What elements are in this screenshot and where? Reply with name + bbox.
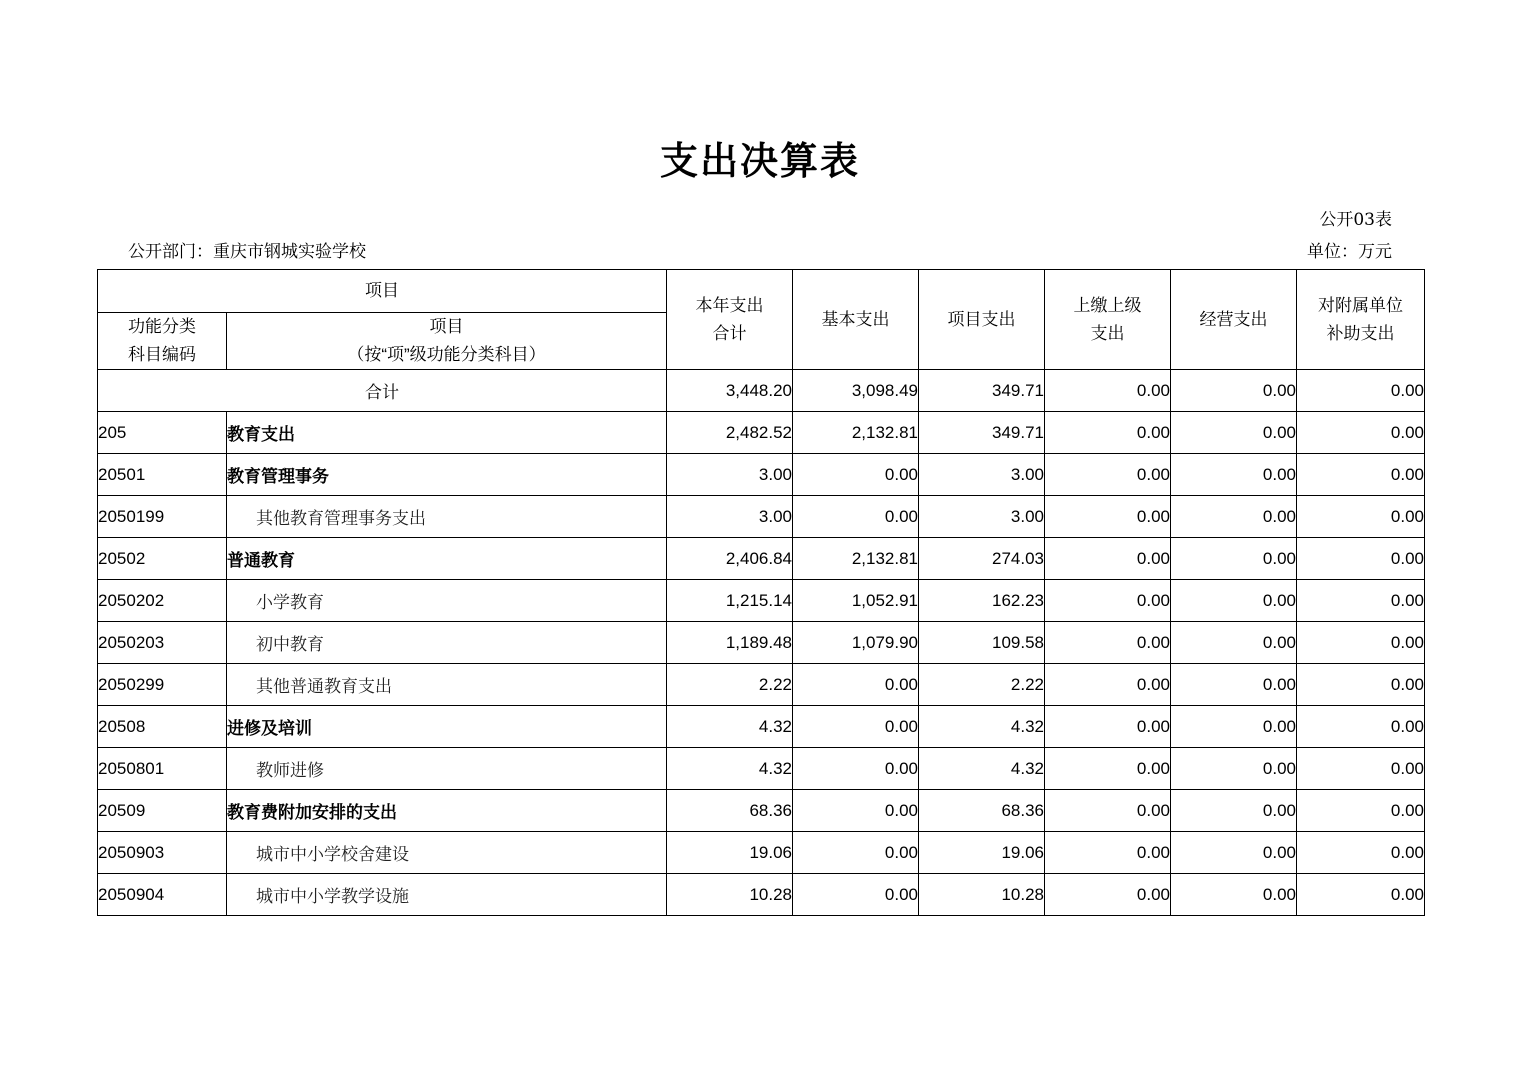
row-value: 1,215.14 [667,580,793,622]
row-code: 2050299 [98,664,227,706]
row-value: 0.00 [1297,748,1425,790]
header-total-line2: 合计 [712,323,747,343]
row-code: 20508 [98,706,227,748]
row-value: 0.00 [1045,664,1171,706]
table-row [98,580,1425,622]
page-title: 支出决算表 [659,141,860,183]
row-value: 3.00 [919,454,1045,496]
row-value: 2,482.52 [667,412,793,454]
header-func-code-line1: 功能分类 [128,317,196,336]
row-value: 10.28 [667,874,793,916]
table-row [98,664,1425,706]
row-value: 2.22 [667,664,793,706]
row-code: 2050801 [98,748,227,790]
row-code: 20502 [98,538,227,580]
row-value: 0.00 [1045,874,1171,916]
unit-label: 单位：万元 [1307,242,1392,262]
row-code: 2050903 [98,832,227,874]
row-value: 0.00 [1171,706,1297,748]
row-name: 初中教育 [227,622,667,664]
row-name: 教育管理事务 [227,454,667,496]
row-name: 教师进修 [227,748,667,790]
row-value: 0.00 [793,832,919,874]
row-value: 0.00 [1171,496,1297,538]
row-code: 20501 [98,454,227,496]
header-item [227,313,667,370]
row-name: 教育费附加安排的支出 [227,790,667,832]
row-value: 1,079.90 [793,622,919,664]
total-cell: 0.00 [1171,370,1297,412]
row-code: 2050199 [98,496,227,538]
header-func-code [98,313,227,370]
total-cell: 0.00 [1045,370,1171,412]
row-value: 10.28 [919,874,1045,916]
row-value: 0.00 [1297,412,1425,454]
row-value: 0.00 [793,790,919,832]
header-subsidy [1297,270,1425,370]
total-row [98,370,1425,412]
table-row [98,622,1425,664]
row-value: 0.00 [1045,538,1171,580]
row-code: 2050904 [98,874,227,916]
row-name: 小学教育 [227,580,667,622]
header-item-line1: 项目 [429,317,464,336]
row-value: 0.00 [1297,580,1425,622]
header-subsidy-line1: 对附属单位 [1318,295,1403,315]
row-name: 普通教育 [227,538,667,580]
department-label: 公开部门：重庆市钢城实验学校 [128,242,366,262]
row-value: 0.00 [1297,454,1425,496]
table-row [98,706,1425,748]
header-operating: 经营支出 [1171,270,1297,370]
row-value: 0.00 [1297,874,1425,916]
row-value: 0.00 [1171,454,1297,496]
row-value: 0.00 [1171,874,1297,916]
row-value: 4.32 [919,748,1045,790]
table-row [98,538,1425,580]
expenditure-table [97,269,1425,916]
row-value: 0.00 [1171,790,1297,832]
row-name: 进修及培训 [227,706,667,748]
row-value: 0.00 [1045,454,1171,496]
table-row [98,790,1425,832]
row-value: 0.00 [793,454,919,496]
header-basic: 基本支出 [793,270,919,370]
row-value: 2,406.84 [667,538,793,580]
row-value: 0.00 [793,664,919,706]
row-code: 20509 [98,790,227,832]
row-value: 162.23 [919,580,1045,622]
total-cell: 0.00 [1297,370,1425,412]
header-total-line1: 本年支出 [695,295,764,315]
row-value: 0.00 [1045,832,1171,874]
row-value: 109.58 [919,622,1045,664]
row-value: 19.06 [667,832,793,874]
row-value: 0.00 [1171,412,1297,454]
total-cell: 3,098.49 [793,370,919,412]
table-row [98,832,1425,874]
row-value: 0.00 [1045,580,1171,622]
row-value: 68.36 [667,790,793,832]
row-value: 3.00 [919,496,1045,538]
row-value: 4.32 [919,706,1045,748]
row-value: 0.00 [1171,622,1297,664]
row-value: 0.00 [1171,580,1297,622]
row-value: 0.00 [793,496,919,538]
row-value: 1,052.91 [793,580,919,622]
row-value: 4.32 [667,706,793,748]
row-value: 19.06 [919,832,1045,874]
table-row [98,874,1425,916]
row-value: 4.32 [667,748,793,790]
row-value: 0.00 [793,706,919,748]
row-value: 0.00 [1297,622,1425,664]
row-value: 0.00 [1297,538,1425,580]
row-value: 0.00 [1045,622,1171,664]
row-value: 274.03 [919,538,1045,580]
row-value: 3.00 [667,454,793,496]
table-row [98,412,1425,454]
row-value: 0.00 [1171,832,1297,874]
row-value: 2.22 [919,664,1045,706]
header-func-code-line2: 科目编码 [128,345,196,364]
row-value: 0.00 [1297,496,1425,538]
row-value: 0.00 [1045,412,1171,454]
row-name: 其他教育管理事务支出 [227,496,667,538]
row-code: 2050202 [98,580,227,622]
row-value: 0.00 [1171,664,1297,706]
row-value: 0.00 [1171,538,1297,580]
header-project-expense: 项目支出 [919,270,1045,370]
table-row [98,454,1425,496]
row-value: 0.00 [1297,790,1425,832]
total-cell: 349.71 [919,370,1045,412]
header-upper-line1: 上缴上级 [1073,295,1142,315]
row-code: 2050203 [98,622,227,664]
header-total [667,270,793,370]
row-value: 3.00 [667,496,793,538]
header-item-line2: （按“项”级功能分类科目） [347,345,546,364]
row-name: 教育支出 [227,412,667,454]
header-upper [1045,270,1171,370]
row-name: 城市中小学校舍建设 [227,832,667,874]
header-upper-line2: 支出 [1090,323,1125,343]
row-value: 349.71 [919,412,1045,454]
table-row [98,748,1425,790]
row-value: 0.00 [793,748,919,790]
row-value: 0.00 [793,874,919,916]
row-name: 城市中小学教学设施 [227,874,667,916]
header-subsidy-line2: 补助支出 [1326,323,1395,343]
row-name: 其他普通教育支出 [227,664,667,706]
row-value: 2,132.81 [793,412,919,454]
row-code: 205 [98,412,227,454]
row-value: 0.00 [1297,706,1425,748]
row-value: 0.00 [1297,832,1425,874]
row-value: 0.00 [1045,748,1171,790]
row-value: 0.00 [1045,496,1171,538]
total-cell: 3,448.20 [667,370,793,412]
row-value: 0.00 [1297,664,1425,706]
row-value: 0.00 [1171,748,1297,790]
table-row [98,496,1425,538]
row-value: 0.00 [1045,790,1171,832]
row-value: 2,132.81 [793,538,919,580]
row-value: 1,189.48 [667,622,793,664]
form-number: 公开03表 [1319,210,1392,230]
row-value: 0.00 [1045,706,1171,748]
total-label: 合计 [98,370,667,412]
row-value: 68.36 [919,790,1045,832]
header-project: 项目 [98,270,667,313]
